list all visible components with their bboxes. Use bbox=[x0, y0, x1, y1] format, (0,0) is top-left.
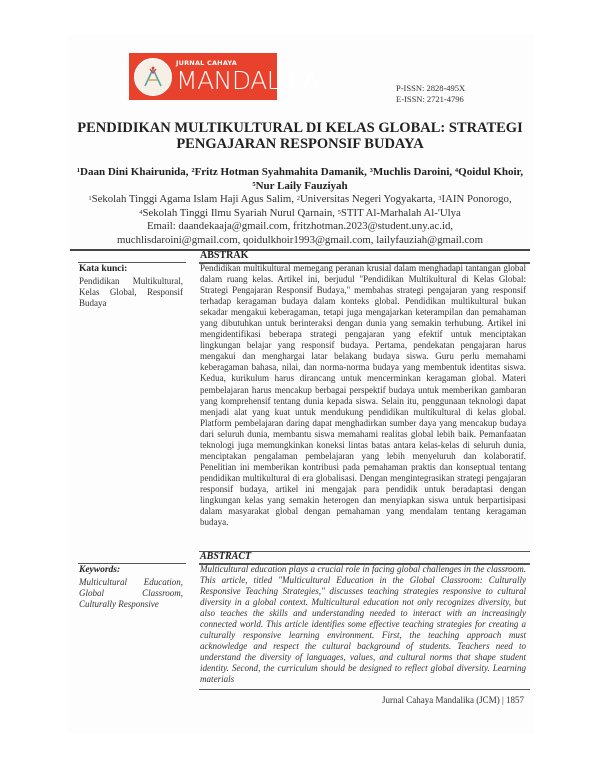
abstract-heading: ABSTRACT bbox=[200, 551, 252, 562]
p-issn: P-ISSN: 2828-495X bbox=[396, 83, 466, 93]
affiliation: $^1$Sekolah Tinggi Agama Islam Haji Agus Salim, bbox=[88, 193, 297, 205]
author: $^1$Daan Dini Khairunida, bbox=[76, 166, 192, 178]
author: $^3$Muchlis Daroini, bbox=[369, 166, 455, 178]
email-line-1: Email: daandekaaja@gmail.com, fritzhotman.2023@student.uny.ac.id, bbox=[146, 220, 454, 233]
logo-title: MANDALIKA bbox=[176, 65, 320, 95]
page-footer: Jurnal Cahaya Mandalika (JCM) | 1857 bbox=[381, 695, 524, 705]
email-line-2: muchlisdaroini@gmail.com, qoidulkhoir1993@gmail.com, lailyfauziah@gmail.com bbox=[117, 233, 483, 246]
affiliations bbox=[70, 193, 530, 247]
issn-block bbox=[396, 83, 465, 105]
title-line-2: PENGAJARAN RESPONSIF BUDAYA bbox=[176, 136, 424, 152]
article-title bbox=[70, 120, 530, 152]
author: $^5$Nur Laily Fauziyah bbox=[252, 180, 348, 192]
abstract-end-divider bbox=[199, 689, 530, 690]
journal-logo bbox=[129, 53, 320, 100]
kata-kunci-list: Pendidikan Multikultural, Kelas Global, Responsif Budaya bbox=[79, 276, 183, 308]
affiliation: $^4$Sekolah Tinggi Ilmu Syariah Nurul Qarnain, bbox=[139, 206, 338, 219]
keywords-en-divider bbox=[78, 563, 186, 564]
abstrak-heading: ABSTRAK bbox=[200, 250, 249, 261]
mandalika-emblem-icon bbox=[134, 58, 172, 96]
affiliation: $^2$Universitas Negeri Yogyakarta, bbox=[296, 193, 439, 205]
affiliation: $^3$IAIN Ponorogo, bbox=[438, 193, 512, 205]
author-list bbox=[70, 165, 530, 193]
keywords-list: Multicultural Education, Global Classroom, Culturally Responsive bbox=[79, 577, 183, 609]
affiliation: $^5$STIT Al-Marhalah Al-'Ulya bbox=[337, 206, 461, 219]
abstract-body: Multicultural education plays a crucial role in facing global challenges in the classroom. This article, titled "Multicultural Education in the Global Classroom: Culturally Responsive Teaching Strategies," discusses teaching strategies responsive to cultural diversity in a global context. Multicultural education not only recognizes diversity, but also teaches the skills and understanding needed to interact with an increasingly connected world. This article identifies some effective teaching strategies for creating a culturally responsive learning environment. First, the teaching approach must acknowledge and respect the cultural background of students. Teachers need to understand the diversity of languages, values, and cultural norms that shape student identity. Second, the curriculum should be designed to reflect global diversity. Learning materials bbox=[200, 564, 526, 685]
keywords-divider bbox=[78, 262, 186, 263]
e-issn: E-ISSN: 2721-4796 bbox=[396, 94, 464, 104]
logo-subtitle: JURNAL CAHAYA bbox=[176, 59, 237, 68]
author: $^4$Qoidul Khoir, bbox=[454, 166, 524, 178]
kata-kunci-heading: Kata kunci: bbox=[79, 264, 128, 274]
keywords-heading: Keywords: bbox=[79, 565, 121, 575]
header-divider bbox=[70, 249, 530, 251]
abstrak-body: Pendidikan multikultural memegang peranan krusial dalam menghadapi tantangan global dalam ruang kelas. Artikel ini, berjudul "Pendidikan Multikultural di Kelas Global: Strategi Pengajaran Responsif Budaya," membahas strategi pengajaran yang responsif terhadap keragaman budaya dalam konteks global. Pendidikan multikultural bukan sekadar mengakui keberagaman, tetapi juga mengajarkan keterampilan dan pemahaman yang dibutuhkan untuk berinteraksi dengan dunia yang semakin terhubung. Artikel ini mengidentifikasi beberapa strategi pengajaran yang efektif untuk menciptakan lingkungan belajar yang responsif budaya. Pertama, pendekatan pengajaran harus mengakui dan menghargai latar belakang budaya siswa. Guru perlu memahami keberagaman bahasa, nilai, dan norma-norma budaya yang membentuk identitas siswa. Kedua, kurikulum harus dirancang untuk mencerminkan keragaman global. Materi pembelajaran harus mencakup berbagai perspektif budaya untuk memberikan gambaran yang komprehensif tentang dunia kepada siswa. Selain itu, penggunaan teknologi dapat menjadi alat yang kuat untuk mendukung pendidikan multikultural di kelas global. Platform pembelajaran daring dapat menghadirkan sumber daya yang mencakup budaya dari seluruh dunia, membantu siswa memahami realitas global lebih baik. Pemanfaatan teknologi juga memungkinkan koneksi lintas batas antara kelas-kelas di seluruh dunia, menciptakan pengalaman pembelajaran yang lebih menyeluruh dan kolaboratif. Penelitian ini memberikan kontribusi pada pemahaman praktis dan konseptual tentang pendidikan multikultural di era globalisasi. Dengan mengintegrasikan strategi pengajaran responsif budaya, artikel ini mengajak para pendidik untuk beradaptasi dengan lingkungan kelas yang semakin heterogen dan menyiapkan siswa untuk berpartisipasi dalam masyarakat global dengan pemahaman yang mendalam tentang keragaman budaya. bbox=[200, 263, 526, 528]
author: $^2$Fritz Hotman Syahmahita Damanik, bbox=[191, 166, 370, 178]
title-line-1: PENDIDIKAN MULTIKULTURAL DI KELAS GLOBAL: STRATEGI bbox=[77, 120, 523, 136]
